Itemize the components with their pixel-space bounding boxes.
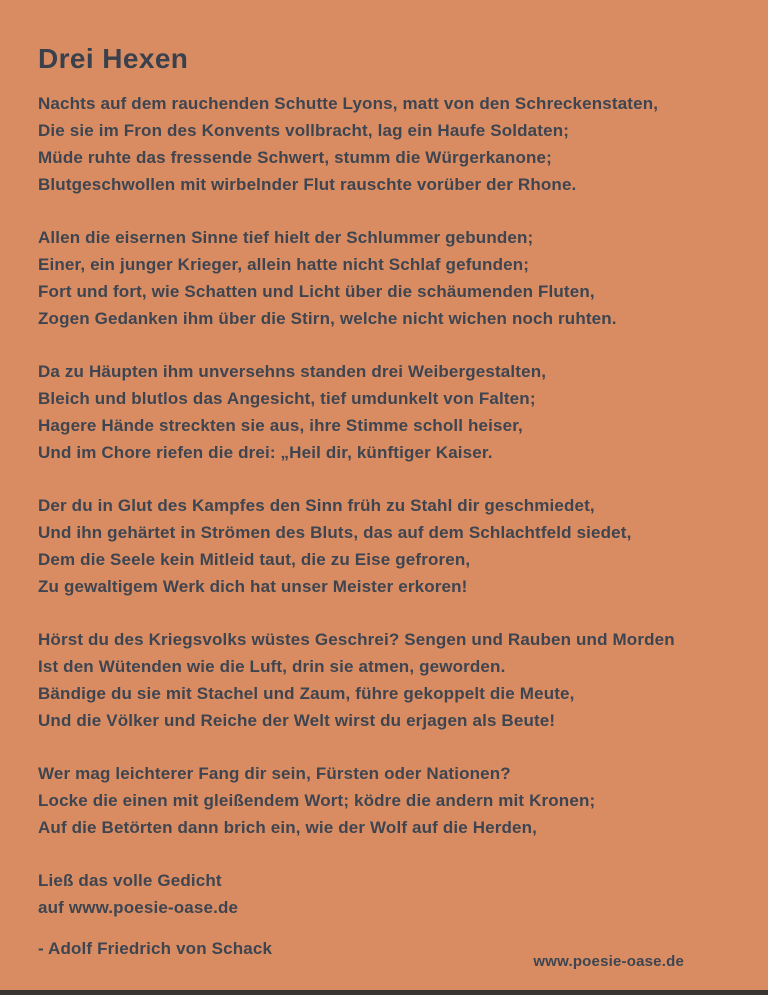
stanza-4	[38, 492, 728, 600]
read-more-url: auf www.poesie-oase.de	[38, 898, 239, 917]
poem-line: Wer mag leichterer Fang dir sein, Fürsten oder Nationen?	[38, 764, 511, 783]
poem-line: Dem die Seele kein Mitleid taut, die zu Eise gefroren,	[38, 550, 471, 569]
poem-line: Ist den Wütenden wie die Luft, drin sie atmen, geworden.	[38, 657, 506, 676]
site-watermark: www.poesie-oase.de	[533, 953, 684, 970]
stanza-5	[38, 626, 728, 734]
read-more-block	[38, 867, 728, 921]
poem-line: Zogen Gedanken ihm über die Stirn, welche nicht wichen noch ruhten.	[38, 309, 617, 328]
poem-line: Und ihn gehärtet in Strömen des Bluts, das auf dem Schlachtfeld siedet,	[38, 523, 632, 542]
poem-line: Auf die Betörten dann brich ein, wie der Wolf auf die Herden,	[38, 818, 538, 837]
bottom-bar	[0, 990, 768, 995]
poem-line: Zu gewaltigem Werk dich hat unser Meister erkoren!	[38, 577, 468, 596]
poem-title: Drei Hexen	[38, 43, 189, 74]
stanza-6	[38, 760, 728, 841]
stanza-3	[38, 358, 728, 466]
poem-line: Locke die einen mit gleißendem Wort; ködre die andern mit Kronen;	[38, 791, 596, 810]
poem-line: Da zu Häupten ihm unversehns standen drei Weibergestalten,	[38, 362, 547, 381]
poem-line: Die sie im Fron des Konvents vollbracht, lag ein Haufe Soldaten;	[38, 121, 570, 140]
poem-line: Hörst du des Kriegsvolks wüstes Geschrei? Sengen und Rauben und Morden	[38, 630, 675, 649]
read-more-line: Ließ das volle Gedicht	[38, 871, 222, 890]
poem-line: Bändige du sie mit Stachel und Zaum, führe gekoppelt die Meute,	[38, 684, 575, 703]
poem-line: Einer, ein junger Krieger, allein hatte nicht Schlaf gefunden;	[38, 255, 530, 274]
poem-line: Fort und fort, wie Schatten und Licht über die schäumenden Fluten,	[38, 282, 595, 301]
poem-line: Und im Chore riefen die drei: „Heil dir, künftiger Kaiser.	[38, 443, 493, 462]
poem-line: Nachts auf dem rauchenden Schutte Lyons, matt von den Schreckenstaten,	[38, 94, 659, 113]
poem-line: Müde ruhte das fressende Schwert, stumm die Würgerkanone;	[38, 148, 552, 167]
poem-line: Blutgeschwollen mit wirbelnder Flut rauschte vorüber der Rhone.	[38, 175, 577, 194]
poem-line: Der du in Glut des Kampfes den Sinn früh zu Stahl dir geschmiedet,	[38, 496, 595, 515]
poem-line: Bleich und blutlos das Angesicht, tief umdunkelt von Falten;	[38, 389, 536, 408]
author-attribution: - Adolf Friedrich von Schack	[38, 939, 273, 958]
poem-line: Und die Völker und Reiche der Welt wirst du erjagen als Beute!	[38, 711, 556, 730]
poem-line: Allen die eisernen Sinne tief hielt der Schlummer gebunden;	[38, 228, 534, 247]
poem-line: Hagere Hände streckten sie aus, ihre Stimme scholl heiser,	[38, 416, 523, 435]
stanza-2	[38, 224, 728, 332]
stanza-1	[38, 90, 728, 198]
